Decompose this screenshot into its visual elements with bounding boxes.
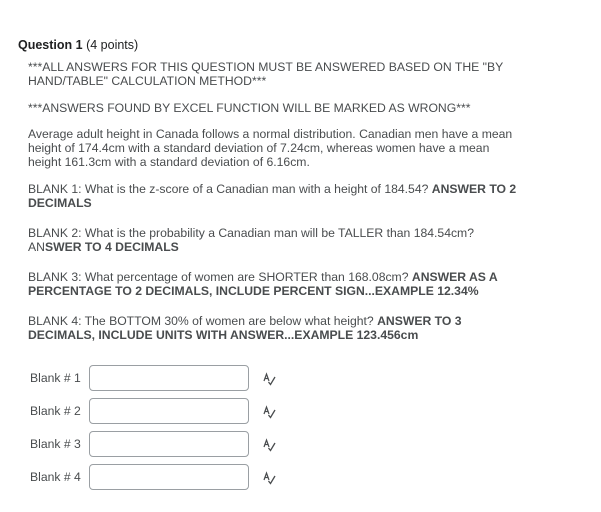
blank-row-1 — [30, 365, 330, 395]
question-header — [18, 38, 138, 52]
spell-check-icon[interactable] — [262, 372, 276, 386]
blank-input-1[interactable] — [89, 365, 249, 391]
blank-2-prompt-instruction: SWER TO 4 DECIMALS — [44, 240, 179, 254]
blank-4-prompt-text: BLANK 4: The BOTTOM 30% of women are below what height? — [28, 314, 378, 328]
blank-label-1: Blank # 1 — [30, 371, 81, 385]
spell-check-icon[interactable] — [262, 405, 276, 419]
instruction-by-hand: ***ALL ANSWERS FOR THIS QUESTION MUST BE ANSWERED BASED ON THE "BY HAND/TABLE" CALCULATION METHOD*** — [28, 60, 504, 88]
question-body — [28, 60, 518, 343]
spell-check-icon[interactable] — [262, 471, 276, 485]
question-title: Question 1 — [18, 38, 83, 52]
spell-check-icon[interactable] — [262, 438, 276, 452]
blank-input-4[interactable] — [89, 464, 249, 490]
blank-3-prompt-text: BLANK 3: What percentage of women are SHORTER than 168.08cm? — [28, 270, 412, 284]
blank-label-3: Blank # 3 — [30, 437, 81, 451]
blank-input-3[interactable] — [89, 431, 249, 457]
blank-4-prompt — [28, 314, 518, 343]
blank-input-2[interactable] — [89, 398, 249, 424]
instruction-excel-warning: ***ANSWERS FOUND BY EXCEL FUNCTION WILL BE MARKED AS WRONG*** — [28, 101, 471, 115]
blank-label-4: Blank # 4 — [30, 470, 81, 484]
blank-4-prompt-instruction: ANSWER TO 3 DECIMALS, INCLUDE UNITS WITH ANSWER...EXAMPLE 123.456cm — [28, 314, 462, 342]
blank-label-2: Blank # 2 — [30, 404, 81, 418]
blank-row-3 — [30, 431, 330, 461]
blank-row-2 — [30, 398, 330, 428]
blank-2-prompt — [28, 226, 518, 255]
blank-1-prompt — [28, 182, 518, 211]
blank-row-4 — [30, 464, 330, 494]
blank-1-prompt-text: BLANK 1: What is the z-score of a Canadian man with a height of 184.54? — [28, 182, 432, 196]
question-points: (4 points) — [86, 38, 139, 52]
blank-3-prompt-instruction: ANSWER AS A PERCENTAGE TO 2 DECIMALS, INCLUDE PERCENT SIGN...EXAMPLE 12.34% — [28, 270, 498, 298]
blank-1-prompt-instruction: ANSWER TO 2 DECIMALS — [28, 182, 517, 210]
blank-2-prompt-text: BLANK 2: What is the probability a Canadian man will be TALLER than 184.54cm? AN — [28, 226, 474, 254]
scenario-text: Average adult height in Canada follows a normal distribution. Canadian men have a mean height of 174.4cm with a standard deviation of 7.24cm, whereas women have a mean height 161.3cm with a standard deviation of 6.16cm. — [28, 127, 513, 169]
blank-3-prompt — [28, 270, 518, 299]
